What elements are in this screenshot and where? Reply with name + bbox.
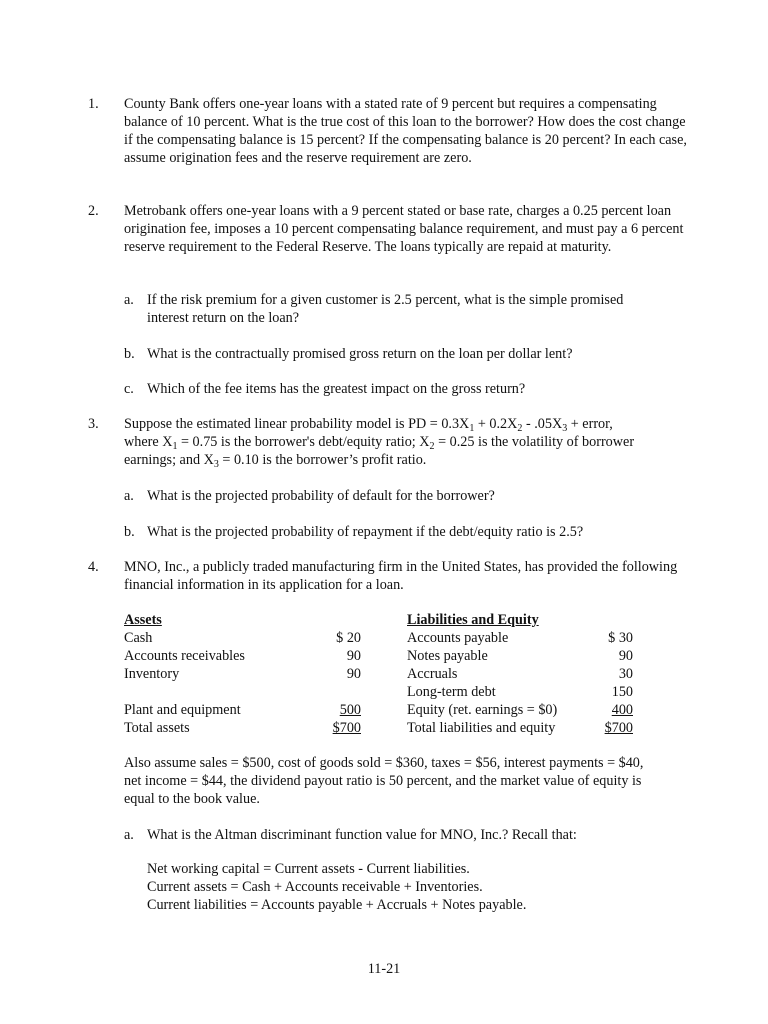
question-text: County Bank offers one-year loans with a stated rate of 9 percent but requires a compensating balance of 10 percent. What is the true cost of this loan to the borrower? How does the cost change if the compensating balance is 15 percent? If the compensating balance is 20 percent? In each case, assume origination fees and the reserve requirement are zero. <box>124 96 687 166</box>
assets-header: Assets <box>124 612 162 628</box>
formula-line: Net working capital = Current assets - Current liabilities. <box>147 861 470 877</box>
question-text: Suppose the estimated linear probability model is PD = $0.3X_1 + 0.2X_2 - .05X_3$ + error, where $X_1 = 0.75$ is the borrower's debt/equity ratio; $X_2 = 0.25$ is the volatility of borrower earnings; and $X_3 = 0.10$ is the borrower’s profit ratio. <box>124 416 635 470</box>
asset-row: Inventory 90 <box>124 666 361 682</box>
formula-list <box>147 860 667 914</box>
asset-row: Plant and equipment 500 <box>124 702 361 718</box>
subquestion-letter: a. <box>124 488 134 504</box>
subquestion-text: What is the projected probability of repayment if the debt/equity ratio is 2.5? <box>147 524 584 540</box>
liability-total-row: Total liabilities and equity $700 <box>407 720 633 736</box>
subquestion-text: If the risk premium for a given customer is 2.5 percent, what is the simple promised interest return on the loan? <box>147 292 624 326</box>
asset-row: Accounts receivables 90 <box>124 648 361 664</box>
question-3b <box>124 523 664 541</box>
question-2a <box>124 291 664 327</box>
assets-column <box>124 611 361 737</box>
question-number: 3. <box>88 416 99 432</box>
assumptions-text: Also assume sales = $500, cost of goods sold = $360, taxes = $56, interest payments = $40, net income = $44, the dividend payout ratio is 50 percent, and the market value of equity is equal to the book value. <box>124 755 644 807</box>
question-2b <box>124 345 664 363</box>
liability-row: Notes payable 90 <box>407 648 633 664</box>
page-number: 11-21 <box>367 961 401 977</box>
question-3a <box>124 487 664 505</box>
subquestion-text: Which of the fee items has the greatest impact on the gross return? <box>147 381 526 397</box>
question-text: MNO, Inc., a publicly traded manufacturing firm in the United States, has provided the following financial information in its application for a loan. <box>124 559 678 593</box>
subquestion-letter: a. <box>124 292 134 308</box>
subquestion-letter: a. <box>124 827 134 843</box>
formula-line: Current liabilities = Accounts payable + Accruals + Notes payable. <box>147 897 527 913</box>
subquestion-letter: b. <box>124 524 135 540</box>
question-4-assumptions <box>124 754 664 808</box>
question-number: 4. <box>88 559 99 575</box>
asset-total-row: Total assets $700 <box>124 720 361 736</box>
question-1 <box>88 95 688 167</box>
asset-row: Cash $ 20 <box>124 630 361 646</box>
question-3 <box>88 415 688 469</box>
liability-row: Accounts payable $ 30 <box>407 630 633 646</box>
subquestion-text: What is the Altman discriminant function value for MNO, Inc.? Recall that: <box>147 827 577 843</box>
liability-row: Equity (ret. earnings = $0) 400 <box>407 702 633 718</box>
subquestion-text: What is the projected probability of default for the borrower? <box>147 488 495 504</box>
question-number: 2. <box>88 203 99 219</box>
question-2 <box>88 202 688 256</box>
formula-line: Current assets = Cash + Accounts receivable + Inventories. <box>147 879 483 895</box>
question-number: 1. <box>88 96 99 112</box>
question-4a <box>124 826 664 844</box>
subquestion-text: What is the contractually promised gross return on the loan per dollar lent? <box>147 346 573 362</box>
liabilities-column <box>407 611 633 737</box>
question-4 <box>88 558 688 594</box>
question-2c <box>124 380 664 398</box>
subquestion-letter: c. <box>124 381 134 397</box>
question-text: Metrobank offers one-year loans with a 9 percent stated or base rate, charges a 0.25 percent loan origination fee, imposes a 10 percent compensating balance requirement, and must pay a 6 percent reserve requirement to the Federal Reserve. The loans typically are repaid at maturity. <box>124 203 684 255</box>
asset-row-empty <box>124 683 361 701</box>
liability-row: Long-term debt 150 <box>407 684 633 700</box>
liabilities-header: Liabilities and Equity <box>407 612 539 628</box>
liability-row: Accruals 30 <box>407 666 633 682</box>
balance-sheet <box>124 611 644 741</box>
subquestion-letter: b. <box>124 346 135 362</box>
